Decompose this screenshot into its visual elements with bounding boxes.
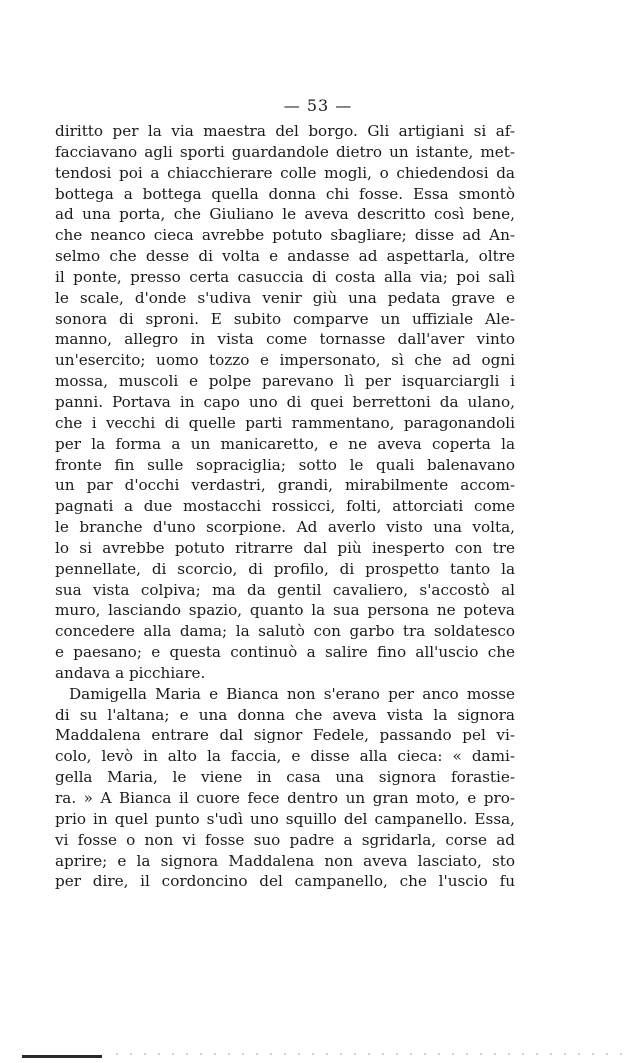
text-line: sonora di sproni. E subito comparve un uffiziale Ale- [55,309,515,328]
text-line: Damigella Maria e Bianca non s'erano per anco mosse [69,684,515,703]
text-line: le scale, d'onde s'udiva venir giù una pedata grave e [55,288,515,307]
page-number: — 53 — [283,96,353,115]
text-line: concedere alla dama; la salutò con garbo tra soldatesco [55,622,515,641]
text-line: ad una porta, che Giuliano le aveva descritto così bene, [55,205,515,224]
text-line: muro, lasciando spazio, quanto la sua persona ne poteva [55,601,515,620]
text-line: lo si avrebbe potuto ritrarre dal più inesperto con tre [55,538,515,557]
text-line: gella Maria, le viene in casa una signora forastie- [55,768,515,787]
text-line: mossa, muscoli e polpe parevano lì per isquarciargli i [55,372,515,391]
text-line: di su l'altana; e una donna che aveva vista la signora [55,705,515,724]
text-line: pennellate, di scorcio, di profilo, di prospetto tanto la [55,559,515,578]
text-line: per la forma a un manicaretto, e ne aveva coperta la [55,434,515,453]
text-line: manno, allegro in vista come tornasse dall'aver vinto [55,330,515,349]
text-line: vi fosse o non vi fosse suo padre a sgridarla, corse ad [55,830,515,849]
text-line: selmo che desse di volta e andasse ad aspettarla, oltre [55,247,515,266]
text-line: e paesano; e questa continuò a salire fino all'uscio che [55,643,515,662]
text-line: per dire, il cordoncino del campanello, che l'uscio fu [55,872,515,891]
text-line: che i vecchi di quelle parti rammentano, paragonandoli [55,413,515,432]
text-line: sua vista colpiva; ma da gentil cavaliero, s'accostò al [55,580,515,599]
text-line: pagnati a due mostacchi rossicci, folti, attorciati come [55,497,515,516]
text-line: tendosi poi a chiacchierare colle mogli, o chiedendosi da [55,163,515,182]
body-text [55,121,515,892]
text-line: bottega a bottega quella donna chi fosse. Essa smontò [55,184,515,203]
text-line: le branche d'uno scorpione. Ad averlo visto una volta, [55,518,515,537]
text-line: panni. Portava in capo uno di quei berrettoni da ulano, [55,392,515,411]
text-line: un'esercito; uomo tozzo e impersonato, sì che ad ogni [55,351,515,370]
text-line: aprire; e la signora Maddalena non aveva lasciato, sto [55,851,515,870]
scan-edge-mark [22,1055,102,1058]
text-line: andava a picchiare. [55,663,206,682]
text-line: fronte fin sulle sopraciglia; sotto le quali balenavano [55,455,515,474]
text-line: facciavano agli sporti guardandole dietro un istante, met- [55,142,515,161]
text-line: diritto per la via maestra del borgo. Gli artigiani si af- [55,122,515,140]
text-line: un par d'occhi verdastri, grandi, mirabilmente accom- [55,476,515,495]
text-line: Maddalena entrare dal signor Fedele, passando pel vi- [55,726,515,745]
text-line: il ponte, presso certa casuccia di costa alla via; poi salì [55,267,515,286]
text-line: colo, levò in alto la faccia, e disse alla cieca: « dami- [55,747,515,766]
text-line: prio in quel punto s'udì uno squillo del campanello. Essa, [55,809,515,828]
text-line: che neanco cieca avrebbe potuto sbagliare; disse ad An- [55,226,515,245]
text-line: ra. » A Bianca il cuore fece dentro un gran moto, e pro- [55,789,515,807]
scan-noise [110,1050,630,1058]
